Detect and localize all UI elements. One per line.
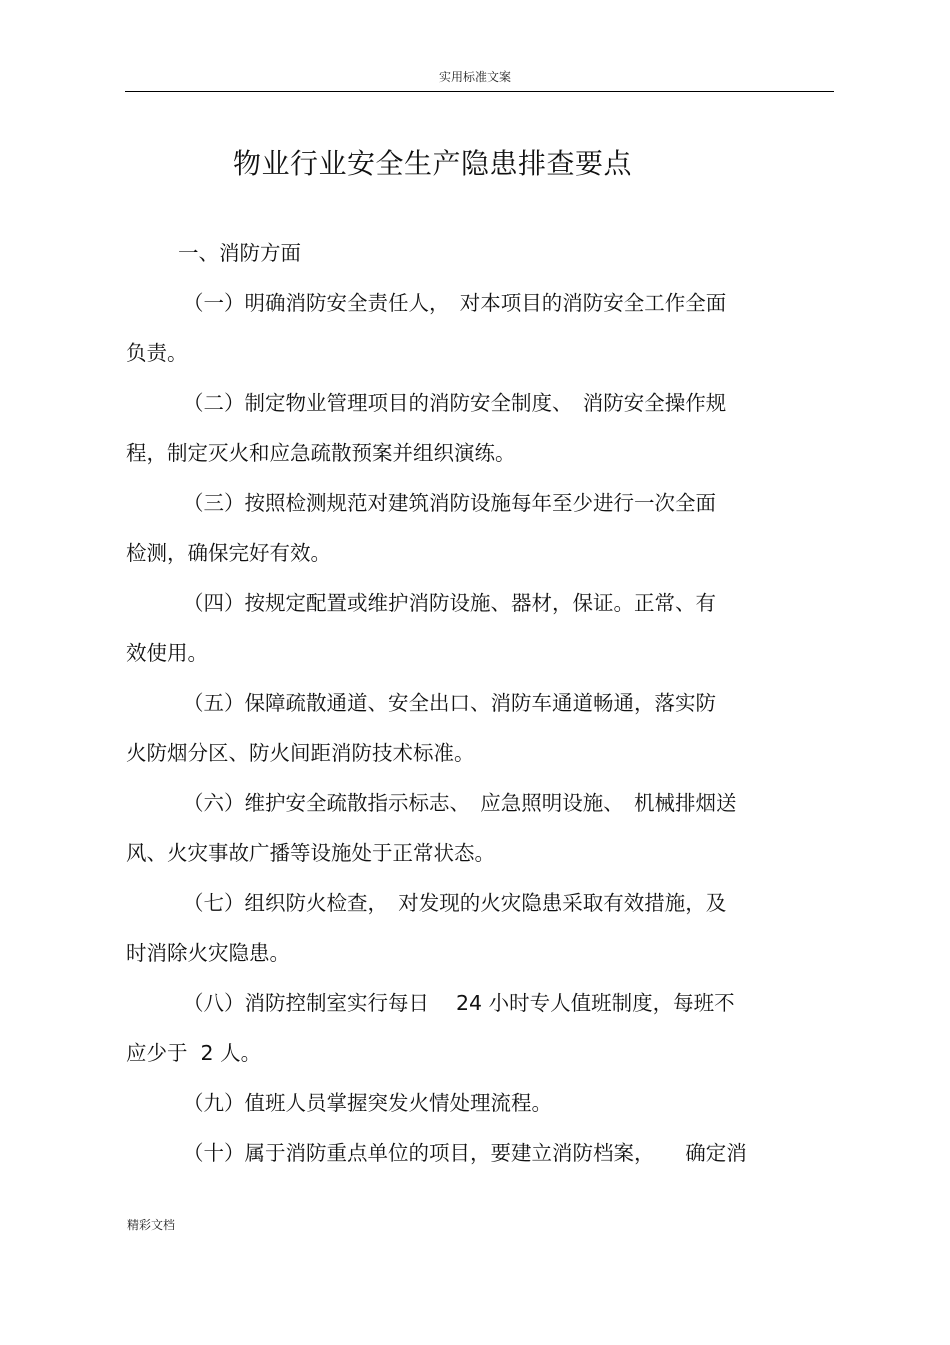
item-3-line-2: 检测，确保完好有效。	[126, 541, 331, 565]
item-6-line-2: 风、火灾事故广播等设施处于正常状态。	[126, 841, 495, 865]
item-4-line-1: （四）按规定配置或维护消防设施、器材，保证。正常、有	[183, 591, 716, 615]
item-5-line-2: 火防烟分区、防火间距消防技术标准。	[126, 741, 475, 765]
header-rule	[125, 91, 834, 92]
item-1-line-2: 负责。	[126, 341, 188, 365]
footer-text: 精彩文档	[127, 1218, 176, 1232]
item-2-line-2: 程，制定灭火和应急疏散预案并组织演练。	[126, 441, 516, 465]
item-8-line-2: 应少于 2 人。	[126, 1041, 262, 1065]
item-4-line-2: 效使用。	[126, 641, 208, 665]
document-title: 物业行业安全生产隐患排查要点	[233, 147, 633, 180]
item-3-line-1: （三）按照检测规范对建筑消防设施每年至少进行一次全面	[183, 491, 716, 515]
section-heading: 一、消防方面	[178, 241, 301, 265]
item-9-line-1: （九）值班人员掌握突发火情处理流程。	[183, 1091, 552, 1115]
item-7-line-1: （七）组织防火检查， 对发现的火灾隐患采取有效措施，及	[183, 891, 727, 915]
item-1-line-1: （一）明确消防安全责任人， 对本项目的消防安全工作全面	[183, 291, 727, 315]
item-8-line-1: （八）消防控制室实行每日 24 小时专人值班制度，每班不	[183, 991, 735, 1015]
item-7-line-2: 时消除火灾隐患。	[126, 941, 290, 965]
item-2-line-1: （二）制定物业管理项目的消防安全制度、 消防安全操作规	[183, 391, 727, 415]
item-6-line-1: （六）维护安全疏散指示标志、 应急照明设施、 机械排烟送	[183, 791, 737, 815]
header-text: 实用标准文案	[438, 70, 511, 84]
item-10-line-1: （十）属于消防重点单位的项目，要建立消防档案， 确定消	[183, 1141, 747, 1165]
item-5-line-1: （五）保障疏散通道、安全出口、消防车通道畅通，落实防	[183, 691, 716, 715]
